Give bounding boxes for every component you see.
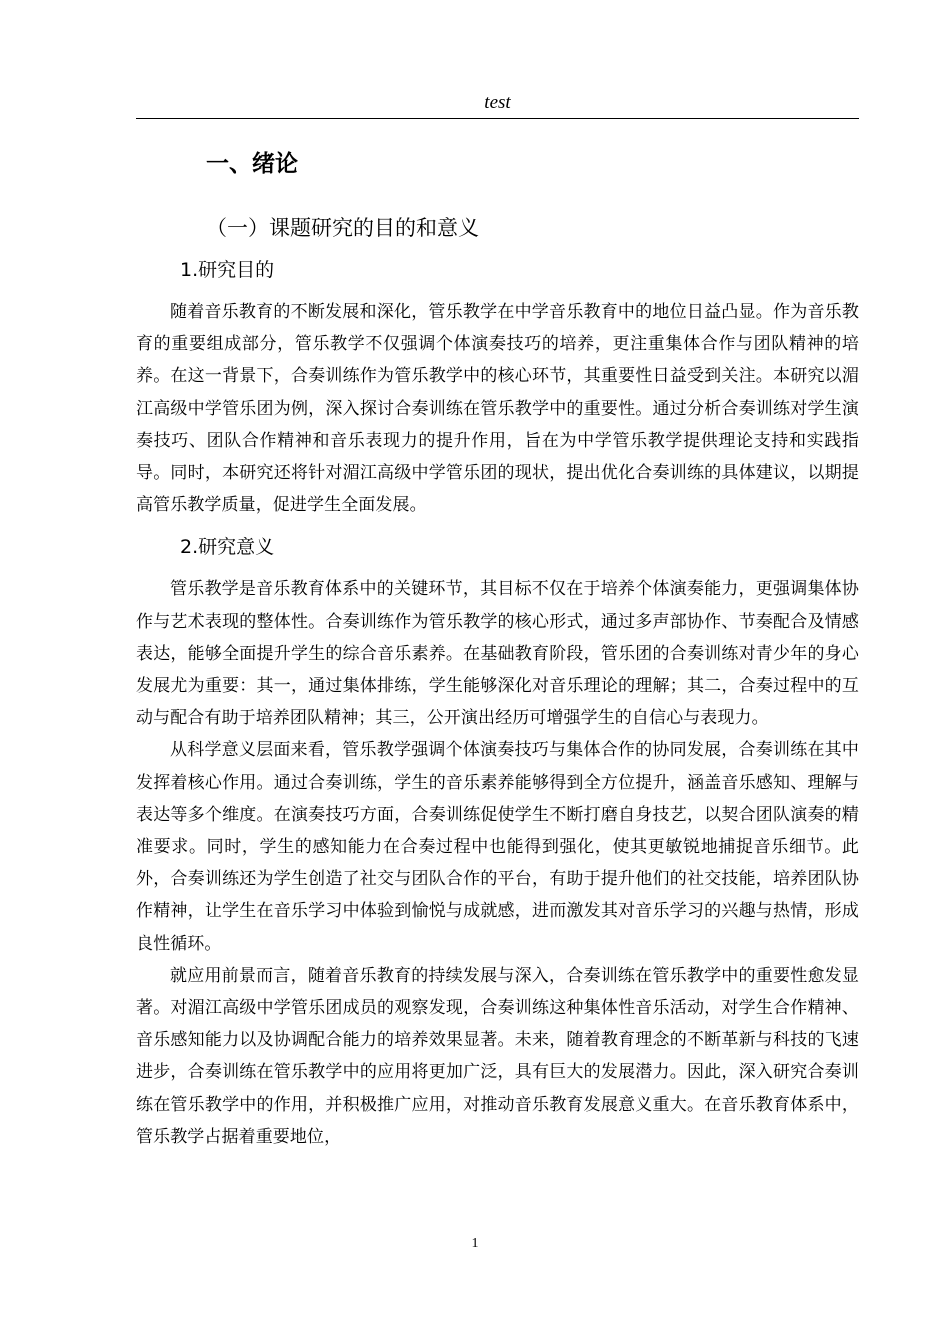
document-body bbox=[136, 140, 859, 1153]
page-number: 1 bbox=[471, 1236, 479, 1251]
section-heading: （一）课题研究的目的和意义 bbox=[206, 216, 479, 240]
page-header: test bbox=[136, 88, 859, 119]
subsection-heading-significance: 2.研究意义 bbox=[180, 536, 275, 559]
paragraph-significance-1: 管乐教学是音乐教育体系中的关键环节，其目标不仅在于培养个体演奏能力，更强调集体协作与艺术表现的整体性。合奏训练作为管乐教学的核心形式，通过多声部协作、节奏配合及情感表达，能够全面提升学生的综合音乐素养。在基础教育阶段，管乐团的合奏训练对青少年的身心发展尤为重要：其一，通过集体排练，学生能够深化对音乐理论的理解；其二，合奏过程中的互动与配合有助于培养团队精神；其三，公开演出经历可增强学生的自信心与表现力。 bbox=[136, 579, 859, 729]
paragraph-purpose: 随着音乐教育的不断发展和深化，管乐教学在中学音乐教育中的地位日益凸显。作为音乐教育的重要组成部分，管乐教学不仅强调个体演奏技巧的培养，更注重集体合作与团队精神的培养。在这一背景下，合奏训练作为管乐教学中的核心环节，其重要性日益受到关注。本研究以湄江高级中学管乐团为例，深入探讨合奏训练在管乐教学中的重要性。通过分析合奏训练对学生演奏技巧、团队合作精神和音乐表现力的提升作用，旨在为中学管乐教学提供理论支持和实践指导。同时，本研究还将针对湄江高级中学管乐团的现状，提出优化合奏训练的具体建议，以期提高管乐教学质量，促进学生全面发展。 bbox=[136, 302, 859, 516]
paragraph-significance-2: 从科学意义层面来看，管乐教学强调个体演奏技巧与集体合作的协同发展，合奏训练在其中发挥着核心作用。通过合奏训练，学生的音乐素养能够得到全方位提升，涵盖音乐感知、理解与表达等多个维度。在演奏技巧方面，合奏训练促使学生不断打磨自身技艺，以契合团队演奏的精准要求。同时，学生的感知能力在合奏过程中也能得到强化，使其更敏锐地捕捉音乐细节。此外，合奏训练还为学生创造了社交与团队合作的平台，有助于提升他们的社交技能，培养团队协作精神，让学生在音乐学习中体验到愉悦与成就感，进而激发其对音乐学习的兴趣与热情，形成良性循环。 bbox=[136, 740, 859, 954]
chapter-heading: 一、绪论 bbox=[206, 151, 298, 177]
subsection-heading-purpose: 1.研究目的 bbox=[180, 259, 275, 281]
paragraph-significance-3: 就应用前景而言，随着音乐教育的持续发展与深入，合奏训练在管乐教学中的重要性愈发显著。对湄江高级中学管乐团成员的观察发现，合奏训练这种集体性音乐活动，对学生合作精神、音乐感知能力以及协调配合能力的培养效果显著。未来，随着教育理念的不断革新与科技的飞速进步，合奏训练在管乐教学中的应用将更加广泛，具有巨大的发展潜力。因此，深入研究合奏训练在管乐教学中的作用，并积极推广应用，对推动音乐教育发展意义重大。在音乐教育体系中，管乐教学占据着重要地位， bbox=[136, 965, 859, 1147]
